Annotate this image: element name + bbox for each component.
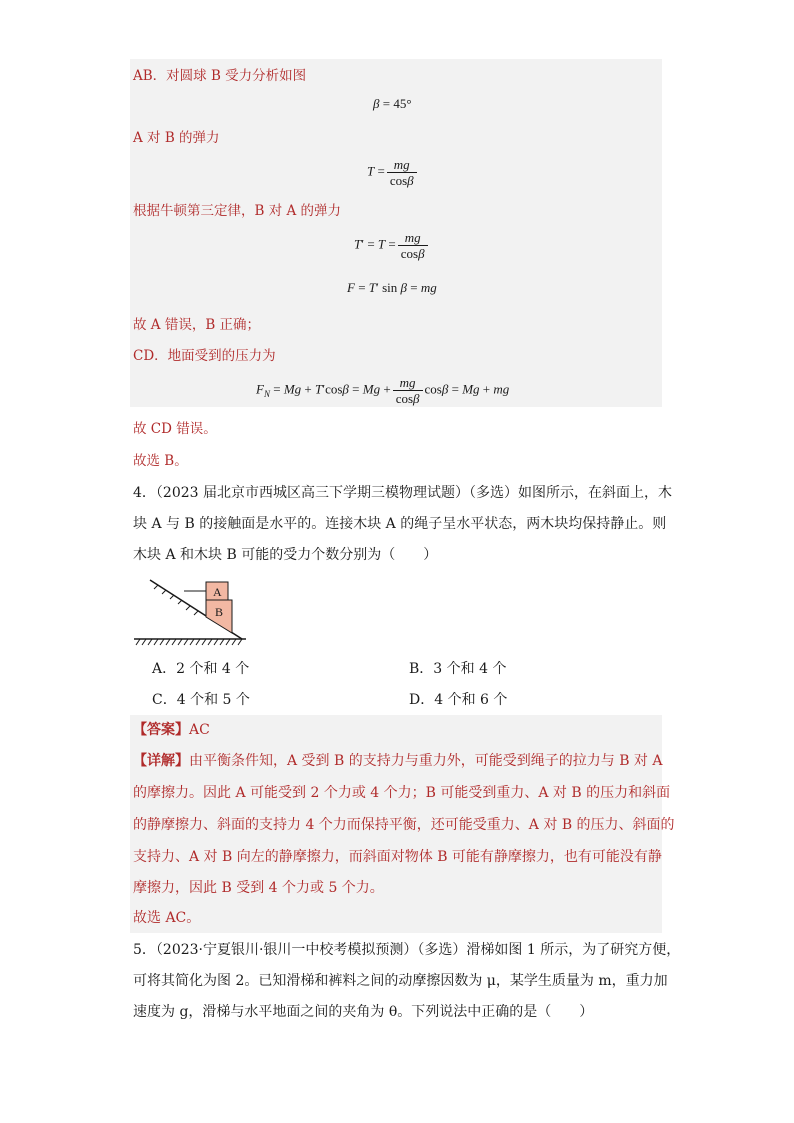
equation-tension-reaction: T′ = T = $\frac{mg}{\cos\beta}$ — [354, 230, 430, 261]
question4-line1: 4．（2023 届北京市西城区高三下学期三模物理试题）（多选）如图所示，在斜面上，木 — [133, 485, 672, 501]
equation-force: F = T′ sin β = mg — [347, 280, 437, 295]
solution-line-choose-b: 故选 B。 — [133, 453, 188, 469]
solution-line-conclusion-cd: 故 CD 错误。 — [133, 421, 217, 437]
option-a[interactable]: A．2 个和 4 个 — [152, 661, 250, 677]
solution-line-conclusion-ab: 故 A 错误，B 正确； — [133, 317, 261, 333]
answer-line — [133, 715, 210, 746]
figure-label-b: B — [215, 605, 224, 619]
solution-line-cd: CD．地面受到的压力为 — [133, 348, 276, 364]
answer-value: AC — [189, 722, 210, 738]
detail-line-2: 的摩擦力。因此 A 可能受到 2 个力或 4 个力；B 可能受到重力、A 对 B 的压力和斜面 — [133, 785, 671, 801]
question5-line1: 5．（2023·宁夏银川·银川一中校考模拟预测）（多选）滑梯如图 1 所示，为了研究方便， — [133, 942, 681, 958]
answer-conclusion: 故选 AC。 — [133, 910, 201, 926]
question4-line3: 木块 A 和木块 B 可能的受力个数分别为（ ） — [133, 547, 438, 563]
question5-line2: 可将其简化为图 2。已知滑梯和裤料之间的动摩擦因数为 μ，某学生质量为 m，重力加 — [133, 973, 668, 989]
solution-line-elastic: A 对 B 的弹力 — [133, 130, 220, 146]
detail-line-5: 摩擦力，因此 B 受到 4 个力或 5 个力。 — [133, 880, 384, 896]
solution-line-ab: AB．对圆球 B 受力分析如图 — [133, 68, 307, 84]
question5-line3: 速度为 g，滑梯与水平地面之间的夹角为 θ。下列说法中正确的是（ ） — [133, 1004, 594, 1020]
question4-line2: 块 A 与 B 的接触面是水平的。连接木块 A 的绳子呈水平状态，两木块均保持静止。则 — [133, 516, 667, 532]
figure-label-a: A — [213, 585, 222, 599]
equation-pressure: $F_N = Mg + T'\cos\beta = Mg$ + $\frac{mg}{\cos\beta}$ cosβ = Mg + mg — [256, 375, 510, 406]
detail-text-1: 由平衡条件知，A 受到 B 的支持力与重力外，可能受到绳子的拉力与 B 对 A — [189, 753, 663, 769]
option-b[interactable]: B．3 个和 4 个 — [409, 661, 507, 677]
detail-line-4: 支持力、A 对 B 向左的静摩擦力，而斜面对物体 B 可能有静摩擦力，也有可能没有静 — [133, 849, 662, 865]
option-d[interactable]: D．4 个和 6 个 — [409, 692, 508, 708]
option-c[interactable]: C．4 个和 5 个 — [152, 692, 250, 708]
incline-blocks-figure — [130, 576, 250, 648]
equation-tension: T = $\frac{mg}{\cos\beta}$ — [367, 157, 419, 188]
detail-line-1 — [133, 746, 663, 777]
answer-tag: 【答案】 — [133, 722, 189, 738]
detail-tag: 【详解】 — [133, 753, 189, 769]
equation-beta: β = 45° — [373, 96, 412, 111]
solution-line-newton: 根据牛顿第三定律，B 对 A 的弹力 — [133, 203, 342, 219]
detail-line-3: 的静摩擦力、斜面的支持力 4 个力而保持平衡，还可能受重力、A 对 B 的压力、斜面的 — [133, 817, 675, 833]
